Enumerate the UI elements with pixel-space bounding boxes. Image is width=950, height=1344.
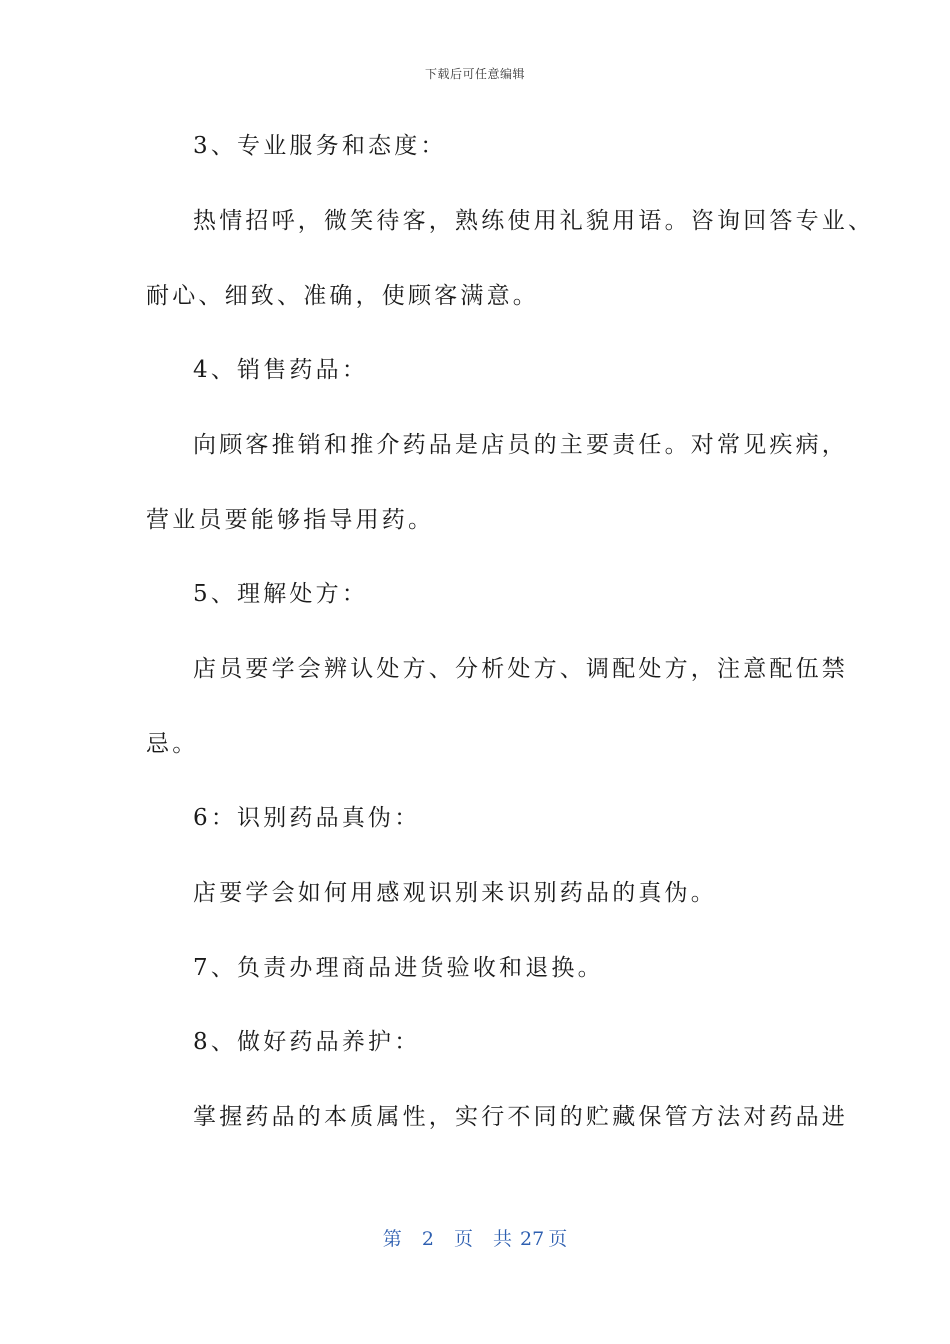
paragraph-line: 耐心、细致、准确，使顾客满意。 [146, 283, 539, 309]
paragraph-line: 热情招呼，微笑待客，熟练使用礼貌用语。咨询回答专业、 [193, 208, 875, 234]
total-page-number: 27 [520, 1228, 545, 1250]
footer-total-word: 共 [493, 1228, 513, 1250]
current-page-number: 2 [421, 1228, 434, 1250]
paragraph-heading-8: 8、做好药品养护： [193, 1029, 421, 1055]
paragraph-heading-6: 6：识别药品真伪： [193, 805, 421, 831]
paragraph-line: 掌握药品的本质属性，实行不同的贮藏保管方法对药品进 [193, 1104, 848, 1130]
paragraph-line: 店要学会如何用感观识别来识别药品的真伪。 [193, 880, 717, 906]
paragraph-heading-7: 7、负责办理商品进货验收和退换。 [193, 955, 604, 981]
page-header: 下载后可任意编辑 [424, 67, 525, 81]
paragraph-line: 店员要学会辨认处方、分析处方、调配处方，注意配伍禁 [193, 656, 848, 682]
paragraph-heading-3: 3、专业服务和态度： [193, 133, 447, 159]
paragraph-line: 营业员要能够指导用药。 [146, 507, 435, 533]
footer-suffix: 页 [548, 1228, 568, 1250]
paragraph-line: 忌。 [146, 731, 199, 757]
paragraph-heading-4: 4、销售药品： [193, 357, 369, 383]
footer-page-word: 页 [453, 1228, 473, 1250]
paragraph-heading-5: 5、理解处方： [193, 581, 369, 607]
paragraph-line: 向顾客推销和推介药品是店员的主要责任。对常见疾病， [193, 432, 848, 458]
page-footer [0, 1226, 950, 1252]
footer-prefix: 第 [382, 1228, 402, 1250]
